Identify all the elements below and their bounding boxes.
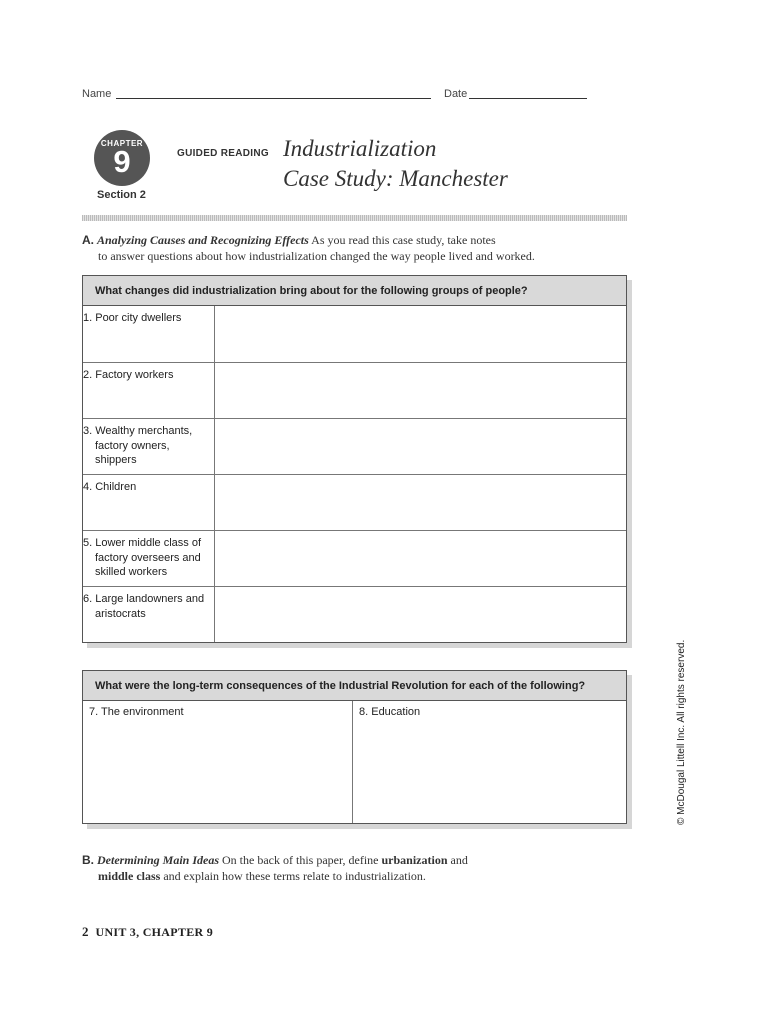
- row-label: 3. Wealthy merchants, factory owners, shippers: [83, 419, 215, 474]
- table-row: [83, 587, 626, 642]
- name-label: Name: [82, 88, 112, 100]
- chapter-number: 9: [113, 144, 131, 179]
- guided-reading-label: GUIDED READING: [177, 148, 269, 159]
- answer-cell[interactable]: [215, 363, 626, 418]
- part-b-letter: B.: [82, 853, 94, 867]
- chapter-badge-label: CHAPTER: [100, 139, 144, 148]
- table-row: [83, 419, 626, 475]
- part-b-heading: Determining Main Ideas: [97, 853, 220, 867]
- divider-stripe: [82, 215, 627, 221]
- date-label: Date: [444, 88, 468, 100]
- answer-cell[interactable]: [215, 306, 626, 362]
- page-subtitle: Case Study: Manchester: [283, 166, 508, 191]
- row-label: 2. Factory workers: [83, 363, 215, 418]
- answer-cell[interactable]: [215, 587, 626, 642]
- part-a-text-2: to answer questions about how industrialization changed the way people lived and worked.: [98, 249, 535, 263]
- page-number: 2: [82, 924, 89, 939]
- page-title: Industrialization: [283, 136, 437, 161]
- part-b-text-3: and explain how these terms relate to industrialization.: [163, 869, 426, 883]
- row-label: 6. Large landowners and aristocrats: [83, 587, 215, 642]
- term-urbanization: urbanization: [381, 853, 448, 867]
- changes-table: [82, 275, 627, 643]
- consequences-row: [83, 701, 626, 823]
- table-row: [83, 531, 626, 587]
- row-label: 4. Children: [83, 475, 215, 530]
- unit-chapter: UNIT 3, CHAPTER 9: [95, 925, 214, 939]
- consequences-question: What were the long-term consequences of the Industrial Revolution for each of the following?: [83, 671, 626, 701]
- consequences-table: [82, 670, 627, 824]
- part-b-instructions: [82, 852, 642, 884]
- part-a-instructions: [82, 232, 642, 264]
- answer-cell[interactable]: [215, 475, 626, 530]
- section-label: Section 2: [97, 189, 146, 201]
- education-cell[interactable]: 8. Education: [359, 706, 421, 718]
- page-footer: [82, 924, 213, 940]
- part-b-text-2: and: [450, 853, 468, 867]
- name-field[interactable]: [116, 98, 431, 99]
- copyright-notice: © McDougal Littell Inc. All rights reserved.: [676, 639, 687, 825]
- row-label: 1. Poor city dwellers: [83, 306, 215, 362]
- part-b-text-1: On the back of this paper, define: [222, 853, 379, 867]
- table-row: [83, 475, 626, 531]
- table-row: [83, 363, 626, 419]
- part-a-heading: Analyzing Causes and Recognizing Effects: [97, 233, 309, 247]
- term-middle-class: middle class: [98, 869, 161, 883]
- environment-cell[interactable]: 7. The environment: [83, 701, 353, 823]
- row-label: 5. Lower middle class of factory overseers and skilled workers: [83, 531, 215, 586]
- date-field[interactable]: [469, 98, 587, 99]
- table-row: [83, 306, 626, 363]
- answer-cell[interactable]: [215, 531, 626, 586]
- answer-cell[interactable]: [215, 419, 626, 474]
- chapter-badge: [94, 130, 150, 186]
- changes-question: What changes did industrialization bring about for the following groups of people?: [83, 276, 626, 306]
- part-a-text-1: As you read this case study, take notes: [311, 233, 496, 247]
- changes-rows: [83, 306, 626, 642]
- part-a-letter: A.: [82, 233, 94, 247]
